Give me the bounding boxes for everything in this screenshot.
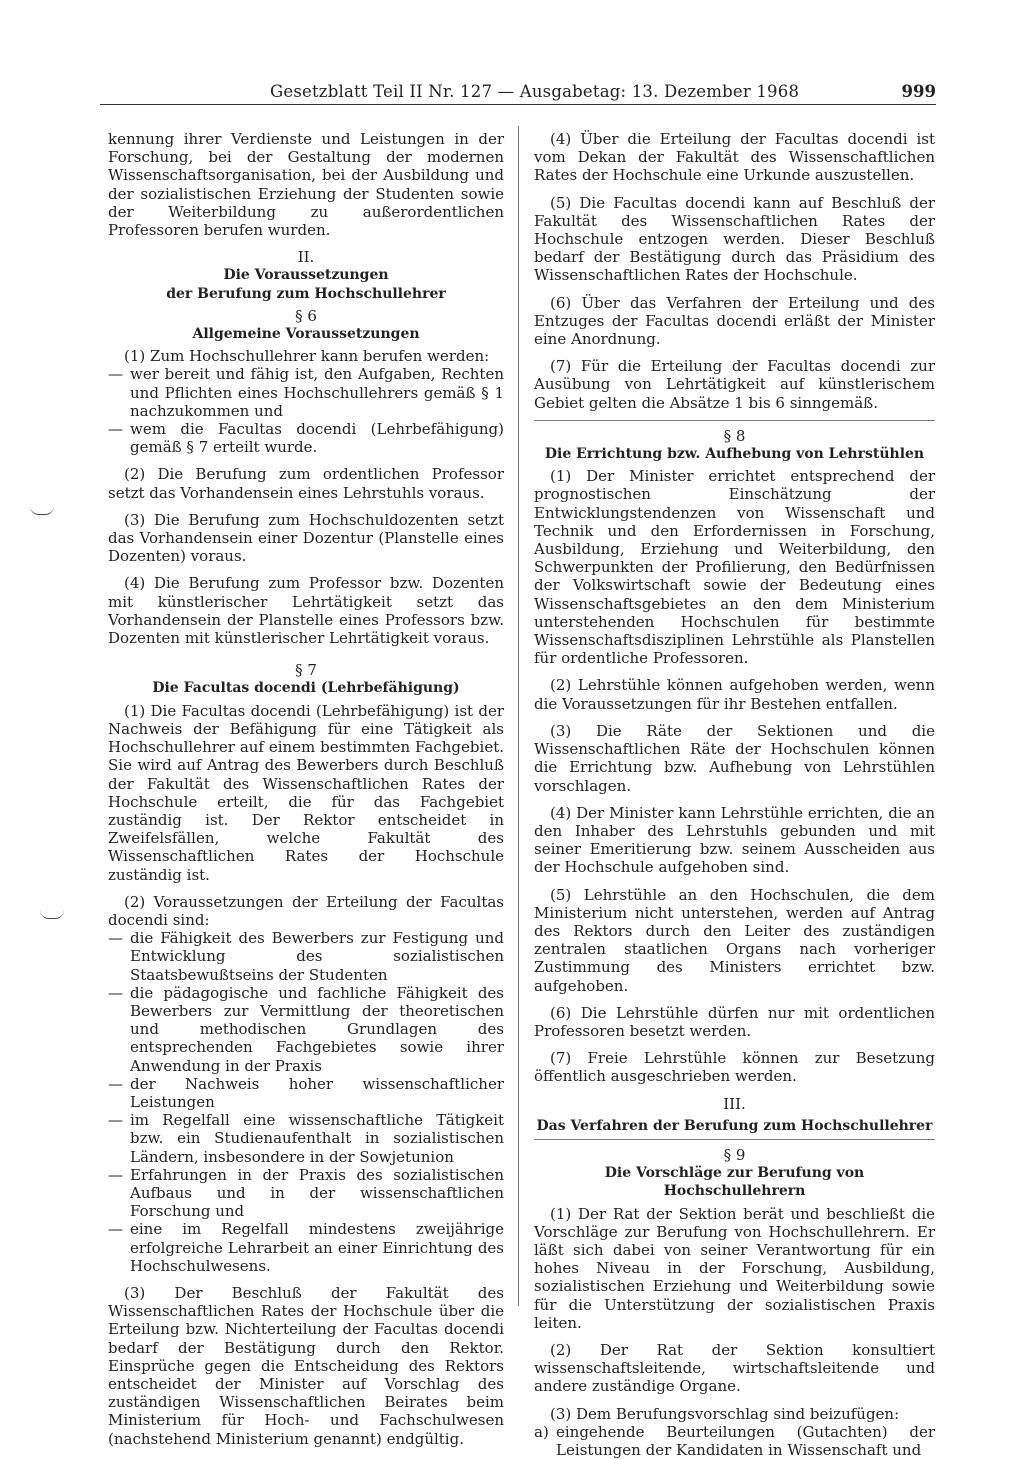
column-divider [518,126,519,1306]
list-item: — im Regelfall eine wissenschaftliche Tätigkeit bzw. ein Studienaufenthalt in sozialistischen Ländern, insbesondere in der Sowjetunion [108,1111,504,1166]
list-item: — eine im Regelfall mindestens zweijährige erfolgreiche Lehrarbeit an einer Einrichtung des Hochschulwesens. [108,1220,504,1275]
list-item-label: a) [534,1422,549,1441]
list-item: — der Nachweis hoher wissenschaftlicher Leistungen [108,1075,504,1111]
list-item [534,1423,935,1459]
list-item-text: eingehende Beurteilungen (Gutachten) der Leistungen der Kandidaten in Wissenschaft und [556,1422,935,1459]
list-item: — Erfahrungen in der Praxis des sozialistischen Aufbaus und in der wissenschaftlichen Forschung und [108,1166,504,1221]
left-column [108,130,504,1457]
page-number: 999 [901,82,936,101]
paragraph-number: § 9 [723,1145,746,1164]
paragraph-text: (1) Der Minister errichtet entsprechend der prognostischen Einschätzung der Entwicklungstendenzen von Wissenschaft und Technik und den Erfordernissen in Forschung, Ausbildung, Erziehung und Weiterbildung, den Schwerpunkten der Profilierung, den Bedürfnissen der Volkswirtschaft sowie der Bedeutung eines Wissenschaftsgebietes an den dem Ministerium unterstehenden Hochschulen für bestimmte Wissenschaftsdisziplinen Lehrstühle als Planstellen für ordentliche Professoren. [534,467,935,668]
list-item: — wer bereit und fähig ist, den Aufgaben, Rechten und Pflichten eines Hochschullehrers gemäß § 1 nachzukommen und [108,365,504,420]
section-title: der Berufung zum Hochschullehrer [166,285,446,302]
paragraph-text: (3) Die Räte der Sektionen und die Wissenschaftlichen Räte der Hochschulen können die Errichtung bzw. Aufhebung von Lehrstühlen vorschlagen. [534,721,935,795]
right-column [534,130,935,1459]
paragraph-title: Allgemeine Voraussetzungen [192,326,420,343]
paragraph-text: (4) Der Minister kann Lehrstühle errichten, die an den Inhaber des Lehrstuhls gebunden und mit seiner Emeritierung bzw. seinem Ausscheiden aus der Hochschule aufgehoben sind. [534,803,935,877]
bullet-list [108,929,504,1275]
paragraph-text: (2) Die Berufung zum ordentlichen Professor setzt das Vorhandensein eines Lehrstuhls voraus. [108,465,504,502]
margin-mark [40,910,64,919]
margin-mark [30,506,54,515]
header-title: Gesetzblatt Teil II Nr. 127 — Ausgabetag: 13. Dezember 1968 [270,82,800,101]
section-number: III. [723,1094,746,1113]
paragraph-title: Die Vorschläge zur Berufung von Hochschullehrern [604,1165,865,1200]
section-number: II. [297,248,315,267]
paragraph-title: Die Facultas docendi (Lehrbefähigung) [152,680,460,697]
paragraph-text: (4) Die Berufung zum Professor bzw. Dozenten mit künstlerischer Lehrtätigkeit setzt das Vorhandensein der Planstelle eines Professors bzw. Dozenten mit künstlerischer Lehrtätigkeit voraus. [108,574,504,648]
paragraph-number: § 6 [295,306,317,325]
paragraph-title: Die Errichtung bzw. Aufhebung von Lehrstühlen [544,446,925,463]
paragraph-text: (1) Die Facultas docendi (Lehrbefähigung) ist der Nachweis der Befähigung für eine Tätigkeit als Hochschullehrer auf einem bestimmten Fachgebiet. Sie wird auf Antrag des Bewerbers durch Beschluß der Fakultät des Wissenschaftlichen Rates der Hochschule erteilt, die für das Fachgebiet zuständig ist. Der Rektor entscheidet in Zweifelsfällen, welche Fakultät des Wissenschaftlichen Rates der Hochschule zuständig ist. [108,701,504,884]
paragraph-text: (4) Über die Erteilung der Facultas docendi ist vom Dekan der Fakultät des Wissenschaftlichen Rates der Hochschule eine Urkunde auszustellen. [534,130,935,185]
paragraph-number: § 7 [295,661,317,680]
paragraph-text: (1) Der Rat der Sektion berät und beschließt die Vorschläge zur Berufung von Hochschullehrern. Er läßt sich dabei von seiner Verantwortung für ein hohes Niveau in der Forschung, Ausbildung, sozialistischen Erziehung und Weiterbildung sowie für die Unterstützung der sozialistischen Praxis leiten. [534,1204,935,1332]
intro-paragraph: kennung ihrer Verdienste und Leistungen in der Forschung, bei der Gestaltung der modernen Wissenschaftsorganisation, bei der Ausbildung und der sozialistischen Erziehung der Studenten sowie der Weiterbildung zu außerordentlichen Professoren berufen wurden. [108,130,504,240]
page-header [100,82,936,105]
lettered-list [534,1423,935,1459]
paragraph-text: (2) Voraussetzungen der Erteilung der Facultas docendi sind: [108,892,504,929]
paragraph-text: (2) Der Rat der Sektion konsultiert wissenschaftsleitende, wirtschaftsleitende und andere zuständige Organe. [534,1340,935,1396]
paragraph-text: (6) Die Lehrstühle dürfen nur mit ordentlichen Professoren besetzt werden. [534,1003,935,1040]
paragraph-number: § 8 [723,426,746,445]
list-item: — die pädagogische und fachliche Fähigkeit des Bewerbers zur Vermittlung der theoretischen und methodischen Grundlagen des entsprechenden Fachgebietes sowie ihrer Anwendung in der Praxis [108,984,504,1075]
paragraph-text: (7) Für die Erteilung der Facultas docendi zur Ausübung von Lehrtätigkeit auf künstlerischem Gebiet gelten die Absätze 1 bis 6 sinngemäß. [534,357,935,412]
section-rule [534,1139,935,1140]
section-title: Das Verfahren der Berufung zum Hochschullehrer [536,1117,933,1134]
paragraph-text: (2) Lehrstühle können aufgehoben werden, wenn die Voraussetzungen für ihr Bestehen entfallen. [534,676,935,713]
section-title: Die Voraussetzungen [223,267,389,284]
paragraph-text: (3) Die Berufung zum Hochschuldozenten setzt das Vorhandensein einer Dozentur (Planstelle eines Dozenten) voraus. [108,510,504,566]
paragraph-text: (5) Lehrstühle an den Hochschulen, die dem Ministerium nicht unterstehen, werden auf Antrag des Rektors durch den Leiter des zuständigen zentralen staatlichen Organs nach vorheriger Zustimmung des Ministers errichtet bzw. aufgehoben. [534,885,935,995]
section-rule [534,420,935,421]
paragraph-text: (7) Freie Lehrstühle können zur Besetzung öffentlich ausgeschrieben werden. [534,1049,935,1086]
bullet-list [108,365,504,456]
paragraph-text: (3) Der Beschluß der Fakultät des Wissenschaftlichen Rates der Hochschule über die Erteilung bzw. Nichterteilung der Facultas docendi bedarf der Bestätigung durch den Rektor. Einsprüche gegen die Entscheidung des Rektors entscheidet der Minister auf Vorschlag des zuständigen Wissenschaftlichen Beirates beim Ministerium für Hoch- und Fachschulwesen (nachstehend Ministerium genannt) endgültig. [108,1283,504,1448]
list-item: — die Fähigkeit des Bewerbers zur Festigung und Entwicklung des sozialistischen Staatsbewußtseins der Studenten [108,929,504,984]
paragraph-text: (1) Zum Hochschullehrer kann berufen werden: [124,347,490,366]
paragraph-text: (3) Dem Berufungsvorschlag sind beizufügen: [550,1404,900,1423]
list-item: — wem die Facultas docendi (Lehrbefähigung) gemäß § 7 erteilt wurde. [108,420,504,456]
paragraph-text: (6) Über das Verfahren der Erteilung und des Entzuges der Facultas docendi erläßt der Minister eine Anordnung. [534,293,935,349]
paragraph-text: (5) Die Facultas docendi kann auf Beschluß der Fakultät des Wissenschaftlichen Rates der Hochschule entzogen werden. Dieser Beschluß bedarf der Bestätigung durch das Präsidium des Wissenschaftlichen Rates der Hochschule. [534,193,935,285]
